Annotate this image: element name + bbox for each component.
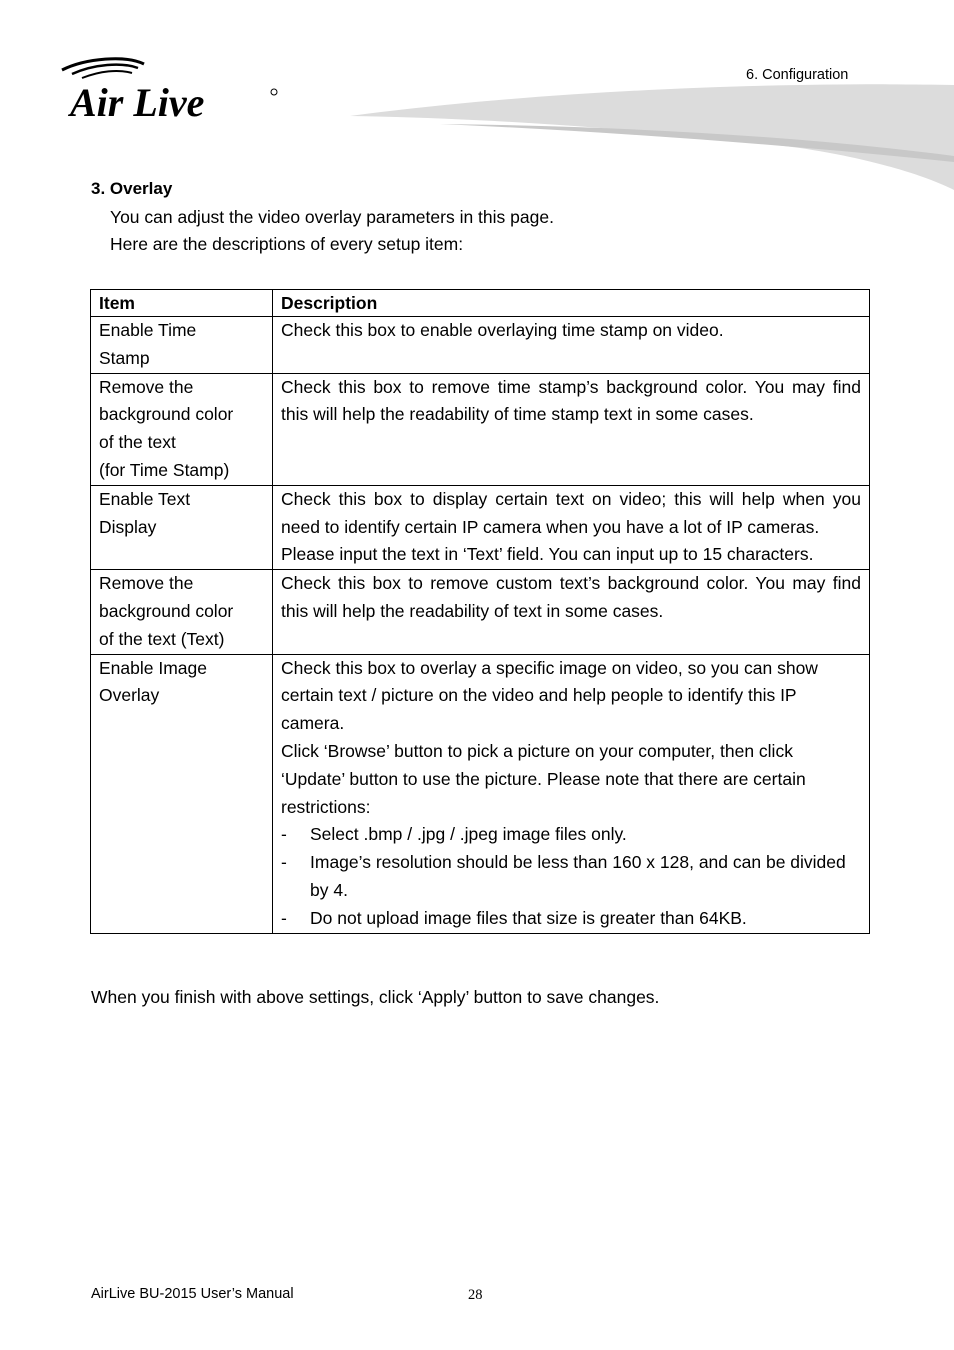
item-label: Display <box>99 516 157 537</box>
item-label: background color <box>99 600 234 621</box>
description-text: Check this box to remove custom text’s background color. You may find this will help the readability of text in some cases. <box>281 573 861 621</box>
description-cell <box>273 654 870 933</box>
table-header-row <box>91 290 870 317</box>
restrictions-list <box>281 821 861 932</box>
list-item-text: Select .bmp / .jpg / .jpeg image files only. <box>310 824 627 845</box>
item-cell <box>91 485 273 569</box>
list-item <box>281 821 861 849</box>
description-text: Check this box to display certain text on video; this will help when you need to identify certain IP camera when you have a lot of IP cameras. <box>281 488 861 537</box>
item-label: of the text <box>99 432 176 453</box>
table-row <box>91 317 870 374</box>
column-header-description: Description <box>273 290 870 317</box>
item-cell <box>91 654 273 933</box>
page-number: 28 <box>468 1287 483 1303</box>
item-cell <box>91 373 273 485</box>
description-cell <box>273 485 870 569</box>
settings-description-table <box>90 289 870 934</box>
table-row <box>91 570 870 654</box>
item-label: Enable Image <box>99 657 207 678</box>
chapter-title: 6. Configuration <box>746 67 849 83</box>
item-label: Remove the <box>99 573 194 594</box>
item-cell <box>91 317 273 374</box>
closing-instruction: When you finish with above settings, click ‘Apply’ button to save changes. <box>91 987 660 1007</box>
description-text: Click ‘Browse’ button to pick a picture on your computer, then click ‘Update’ button to use the picture. Please note that there are certain restrictions: <box>281 740 806 817</box>
list-item <box>281 849 861 905</box>
description-cell <box>273 373 870 485</box>
svg-text:Air Live: Air Live <box>70 80 205 125</box>
list-item-text: Image’s resolution should be less than 160 x 128, and can be divided by 4. <box>310 852 846 900</box>
description-text: Please input the text in ‘Text’ field. You can input up to 15 characters. <box>281 544 814 565</box>
manual-title: AirLive BU-2015 User’s Manual <box>91 1286 294 1302</box>
intro-text: You can adjust the video overlay parameters in this page. <box>110 207 554 227</box>
description-text: Check this box to remove time stamp’s background color. You may find this will help the readability of time stamp text in some cases. <box>281 376 861 425</box>
bullet-dash: - <box>281 824 287 845</box>
item-label: Overlay <box>99 685 160 706</box>
table-row <box>91 373 870 485</box>
list-item-text: Do not upload image files that size is greater than 64KB. <box>310 907 747 928</box>
description-text: Check this box to enable overlaying time stamp on video. <box>281 320 724 340</box>
description-text: Check this box to overlay a specific image on video, so you can show certain text / picture on the video and help people to identify this IP camera. <box>281 657 818 734</box>
intro-text: Here are the descriptions of every setup item: <box>110 234 464 254</box>
column-header-item: Item <box>91 290 273 317</box>
item-label: Remove the <box>99 376 194 397</box>
item-cell <box>91 570 273 654</box>
bullet-dash: - <box>281 907 287 928</box>
item-label: Enable Text <box>99 488 191 509</box>
bullet-dash: - <box>281 852 287 873</box>
description-cell <box>273 570 870 654</box>
airlive-logo <box>56 56 286 126</box>
item-label: background color <box>99 404 234 425</box>
item-label: of the text (Text) <box>99 628 225 649</box>
item-label: Enable Time <box>99 320 197 340</box>
item-label: Stamp <box>99 347 150 368</box>
table-row <box>91 654 870 933</box>
table-row <box>91 485 870 569</box>
description-cell <box>273 317 870 374</box>
section-heading: 3. Overlay <box>91 179 173 198</box>
list-item <box>281 905 861 933</box>
item-label: (for Time Stamp) <box>99 459 230 480</box>
